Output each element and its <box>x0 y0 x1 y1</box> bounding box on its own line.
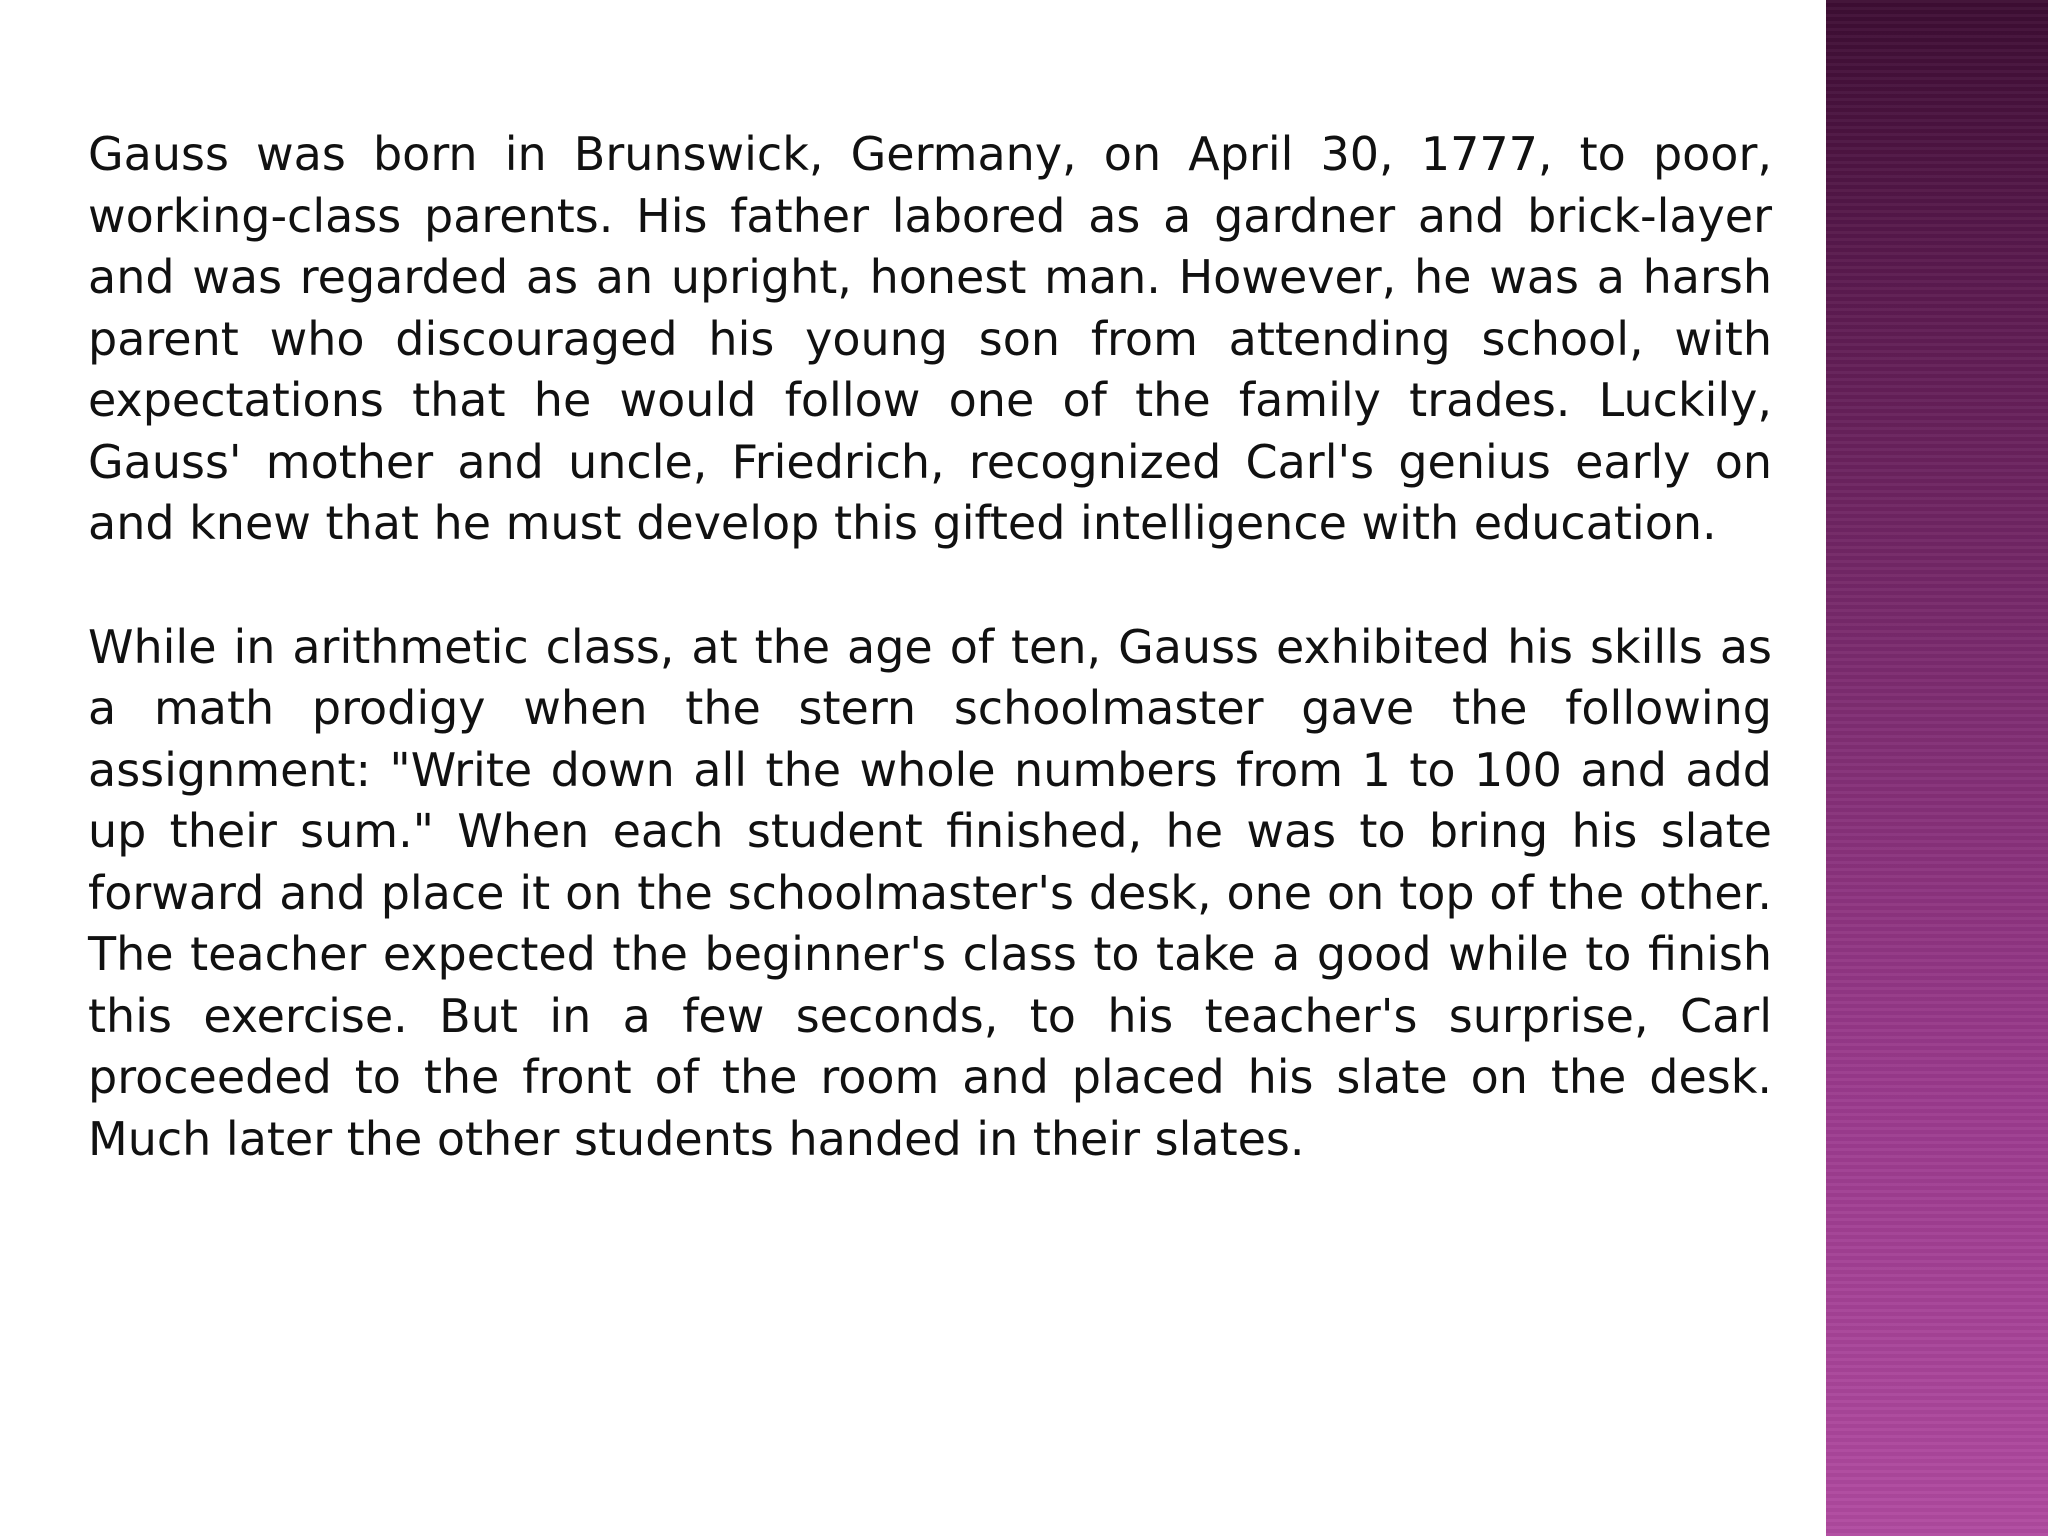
decorative-side-band <box>1826 0 2048 1536</box>
paragraph-arithmetic-class: While in arithmetic class, at the age of ten, Gauss exhibited his skills as a math prodigy when the stern schoolmaster gave the following assignment: "Write down all the whole numbers from 1 to 100 and add up their sum." When each student finished, he was to bring his slate forward and place it on the schoolmaster's desk, one on top of the other. The teacher expected the beginner's class to take a good while to finish this exercise. But in a few seconds, to his teacher's surprise, Carl proceeded to the front of the room and placed his slate on the desk. Much later the other students handed in their slates. <box>88 619 1772 1166</box>
paragraph-gauss-birth: Gauss was born in Brunswick, Germany, on April 30, 1777, to poor, working-class parents. His father labored as a gardner and brick-layer and was regarded as an upright, honest man. However, he was a harsh parent who discouraged his young son from attending school, with expectations that he would follow one of the family trades. Luckily, Gauss' mother and uncle, Friedrich, recognized Carl's genius early on and knew that he must develop this gifted intelligence with education. <box>88 127 1772 550</box>
slide-text-body <box>88 124 1772 1170</box>
side-band-texture <box>1826 0 2048 1536</box>
